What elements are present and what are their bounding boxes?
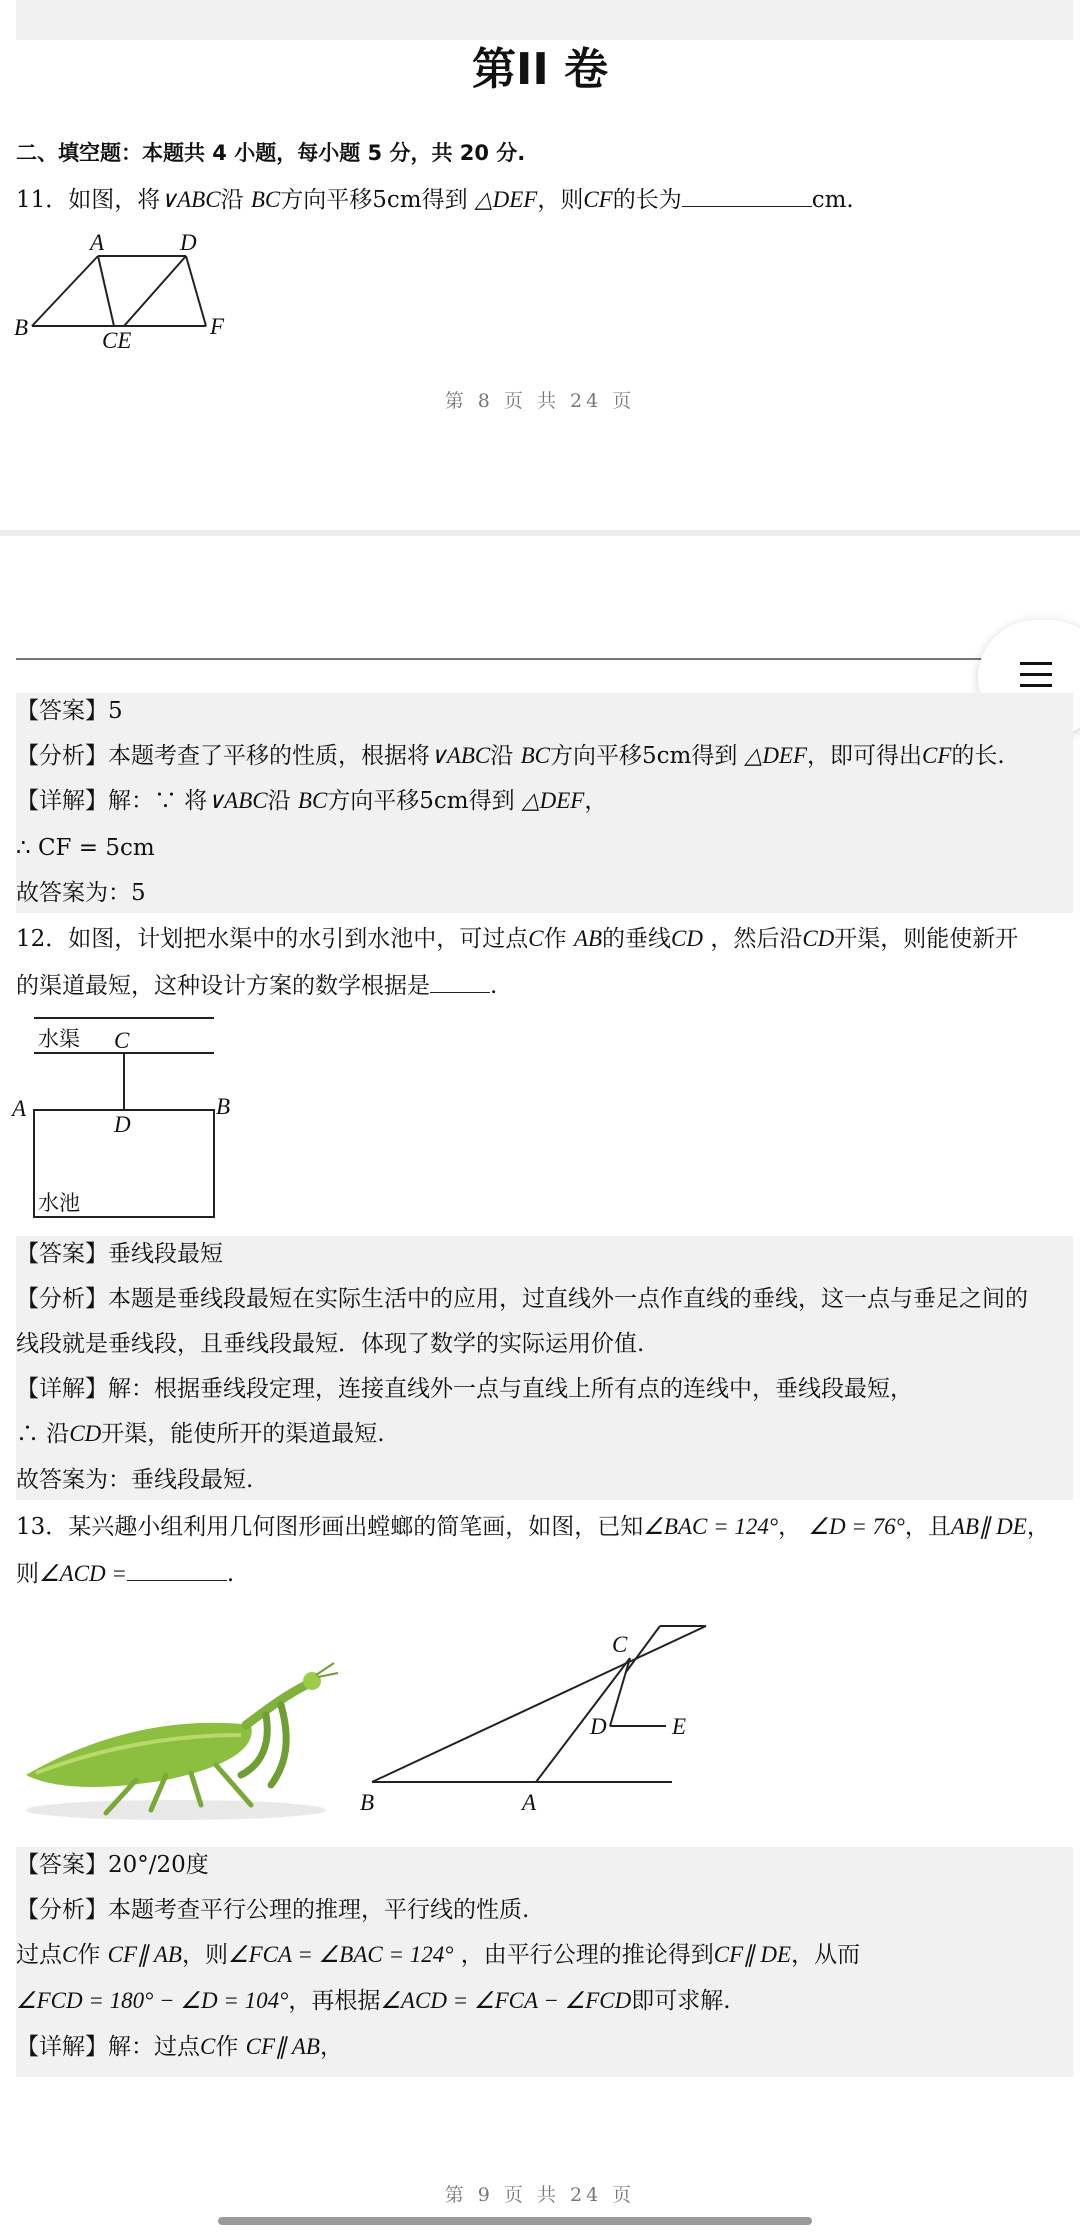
q12-answer: 【答案】垂线段最短 <box>16 1241 223 1267</box>
fig13-label-c: C <box>612 1632 628 1657</box>
fig12-pool-label: 水池 <box>38 1191 80 1215</box>
section-header: 二、填空题：本题共 4 小题，每小题 5 分，共 20 分. <box>16 141 526 165</box>
q11-final: 故答案为：5 <box>16 880 146 906</box>
fig11-label-b: B <box>14 315 29 340</box>
q11-detail: 【详解】解：∵ 将∨ABC沿 BC方向平移5cm得到 △DEF， <box>16 788 608 814</box>
fig13-label-d: D <box>590 1714 607 1739</box>
q13-stem-line2: 则∠ACD = . <box>16 1558 234 1589</box>
fig12-label-d: D <box>114 1112 131 1137</box>
answer-blank <box>682 184 812 207</box>
fig12-label-a: A <box>12 1096 27 1121</box>
q11-stem: 11．如图，将∨ABC沿 BC方向平移5cm得到 △DEF，则CF的长为 cm. <box>16 184 854 215</box>
answer-blank <box>430 970 490 993</box>
q11-answer: 【答案】5 <box>16 698 123 724</box>
fig11-label-f: F <box>210 314 225 339</box>
q13-analysis: 【分析】本题考查平行公理的推理，平行线的性质. <box>16 1897 530 1923</box>
mantis-image <box>16 1655 346 1830</box>
q12-analysis-2: 线段就是垂线段，且垂线段最短．体现了数学的实际运用价值. <box>16 1331 645 1357</box>
page-separator <box>0 530 1080 536</box>
fig13-label-b: B <box>360 1790 375 1815</box>
fig11-label-d: D <box>180 230 197 255</box>
q13-line-a: 过点C作 CF∥ AB，则∠FCA = ∠BAC = 124° ，由平行公理的推论得到CF∥ DE，从而 <box>16 1942 861 1968</box>
q12-analysis-1: 【分析】本题是垂线段最短在实际生活中的应用，过直线外一点作直线的垂线，这一点与垂足之间的 <box>16 1286 1028 1312</box>
q13-answer: 【答案】20°/20度 <box>16 1852 209 1878</box>
q12-detail: 【详解】解：根据垂线段定理，连接直线外一点与直线上所有点的连线中，垂线段最短， <box>16 1376 913 1402</box>
q13-line-b: ∠FCD = 180° − ∠D = 104°，再根据∠ACD = ∠FCA − ∠FCD即可求解. <box>16 1988 731 2014</box>
page-footer-9: 第 9 页 共 24 页 <box>444 2184 636 2206</box>
fig12-label-c: C <box>114 1028 130 1053</box>
q11-step: ∴ CF = 5cm <box>16 835 155 861</box>
fig11-label-a: A <box>90 230 105 255</box>
canal-pool-figure <box>10 1010 240 1225</box>
page-footer-8: 第 8 页 共 24 页 <box>444 390 636 412</box>
q13-stem-line1: 13．某兴趣小组利用几何图形画出螳螂的简笔画，如图，已知∠BAC = 124°， ∠D = 76°，且AB∥ DE， <box>16 1514 1050 1540</box>
fig13-label-e: E <box>672 1714 687 1739</box>
hamburger-menu-icon <box>1020 662 1052 687</box>
q13-detail: 【详解】解：过点C作 CF∥ AB， <box>16 2034 343 2060</box>
answer-blank <box>127 1558 227 1581</box>
home-indicator[interactable] <box>218 2217 812 2225</box>
q12-stem-line1: 12．如图，计划把水渠中的水引到水池中，可过点C作 AB的垂线CD ，然后沿CD开渠，则能使新开 <box>16 926 1019 952</box>
q12-stem-line2: 的渠道最短，这种设计方案的数学根据是 . <box>16 970 497 1001</box>
fig13-label-a: A <box>522 1790 537 1815</box>
q12-final: 故答案为：垂线段最短. <box>16 1467 254 1493</box>
section-title: 第II 卷 <box>471 44 609 95</box>
q12-step: ∴ 沿CD开渠，能使所开的渠道最短. <box>16 1421 385 1447</box>
fig12-label-b: B <box>216 1094 231 1119</box>
q11-analysis: 【分析】本题考查了平移的性质，根据将∨ABC沿 BC方向平移5cm得到 △DEF，即可得出CF的长. <box>16 743 1005 769</box>
fig11-label-ce: CE <box>102 328 132 353</box>
mantis-geometry-figure <box>360 1610 720 1830</box>
q12-answer-block <box>16 1236 1073 1500</box>
fig12-canal-label: 水渠 <box>38 1027 80 1051</box>
previous-page-strip <box>16 0 1073 40</box>
translation-figure <box>10 228 250 358</box>
divider-line <box>16 658 1026 660</box>
